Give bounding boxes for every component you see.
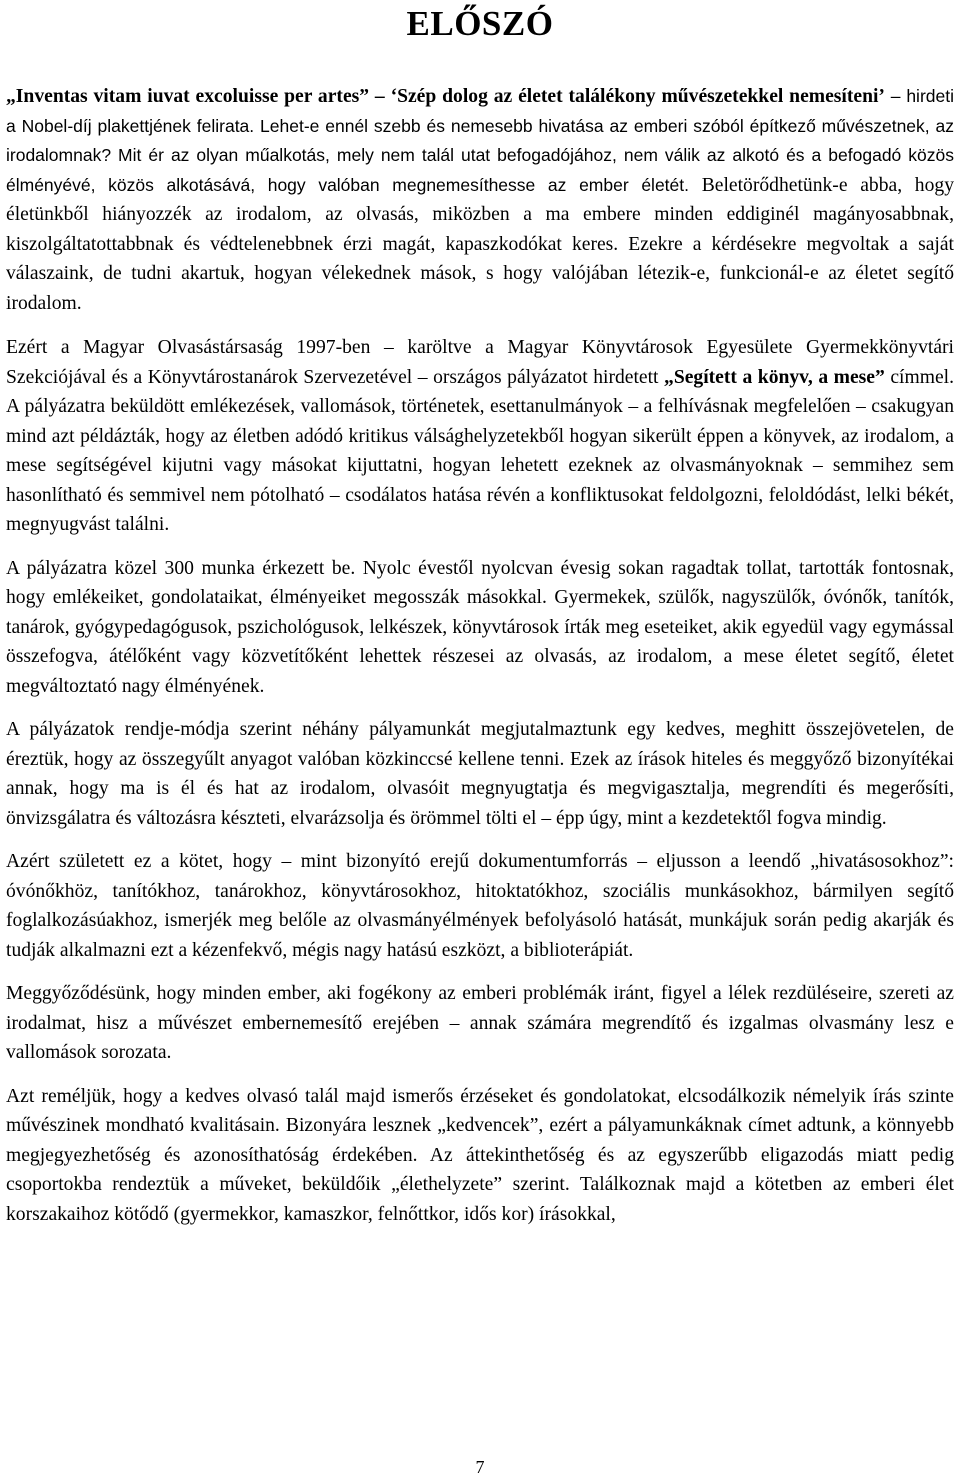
competition-title: „Segített a könyv, a mese” bbox=[664, 366, 885, 388]
paragraph-2-text-a: Ezért a Magyar Olvasástársaság 1997-ben – karöltve a Magyar Könyvtárosok Egyesülete Gyermekkönyvtári Szekciójával és a Könyvtárostanárok Szervezetével – országos pályázatot hirdetett bbox=[6, 337, 954, 388]
paragraph-4: A pályázatok rendje-módja szerint néhány pályamunkát megjutalmaztunk egy kedves, meghitt összejövetelen, de éreztük, hogy az összegyűlt anyagot valóban közkinccsé kellene tenni. Ezek az írások hiteles és meggyőző bizonyítékai annak, hogy ma is él és hat az irodalom, olvasóit megnyugtatja és megvigasztalja, megrendíti és megerősíti, önvizsgálatra és változásra készteti, elvarázsolja és örömmel tölti el – épp úgy, mint a kezdetektől fogva mindig. bbox=[6, 719, 954, 829]
paragraph-1 bbox=[6, 82, 954, 318]
paragraph-7: Azt reméljük, hogy a kedves olvasó talál majd ismerős érzéseket és gondolatokat, elcsodálkozik némelyik írás szinte művészinek mondható kvalitásain. Bizonyára lesznek „kedvencek”, ezért a pályamunkáknak címet adtunk, a könnyebb megjegyezhetőség és azonosíthatóság érdekében. Az áttekinthetőség és az egyszerűbb eligazodás miatt pedig csoportokba rendeztük a műveket, beküldőik „élethelyzete” szerint. Találkoznak majd a kötetben az emberi élet korszakaihoz kötődő (gyermekkor, kamaszkor, felnőttkor, idős kor) írásokkal, bbox=[6, 1085, 954, 1225]
nobel-motto-quote: „Inventas vitam iuvat excoluisse per artes” – ‘Szép dolog az életet találékony művészetekkel nemesíteni’ bbox=[6, 86, 885, 107]
paragraph-1-text-b: Beletörődhetünk-e abba, hogy életünkből hiányozzék az irodalom, az olvasás, miközben a ma embere minden eddiginél magányosabbnak, kiszolgáltatottabbnak és védtelenebbnek érzi magát, kapaszkodókat keres. Ezekre a kérdésekre megvoltak a saját válaszaink, de tudni akartuk, hogyan vélekednek mások, s hogy valójában létezik-e, funkcionál-e az életet segítő irodalom. bbox=[6, 174, 954, 314]
paragraph-1-text-a: – hirdeti a Nobel-díj plakettjének felirata. Lehet-e ennél szebb és nemesebb hivatása az emberi szóból építkező művészetnek, az irodalomnak? Mit ér az olyan műalkotás, mely nem talál utat befogadójához, nem válik az alkotó és a befogadó közös élményévé, közös alkotásává, hogy valóban megnemesíthesse az ember életét. bbox=[6, 86, 954, 195]
paragraph-2-text-b: címmel. A pályázatra beküldött emlékezések, vallomások, történetek, esettanulmányok – a felhívásnak megfelelően – csakugyan mind azt példázták, hogy az életben adódó kritikus válsághelyzetekből hogyan sikerült éppen a könyvek, az irodalom, a mese segítségével kijutni vagy másokat kijuttatni, hogyan lehetett ezeknek az olvasmányoknak – semmihez sem hasonlítható és semmivel nem pótolható – csodálatos hatása révén a konfliktusokat feldolgozni, feloldódást, lelki békét, megnyugvást találni. bbox=[6, 366, 954, 535]
page-number: 7 bbox=[475, 1457, 485, 1477]
page-title: ELŐSZÓ bbox=[406, 4, 554, 43]
body-text bbox=[6, 82, 954, 1243]
paragraph-5: Azért született ez a kötet, hogy – mint bizonyító erejű dokumentumforrás – eljusson a leendő „hivatásosokhoz”: óvónőkhöz, tanítókhoz, tanárokhoz, könyvtárosokhoz, hitoktatókhoz, szociális munkásokhoz, bármilyen segítő foglalkozásúakhoz, ismerjék meg belőle az olvasmányélmények befolyásoló hatását, munkájuk során pedig akarják és tudják alkalmazni ezt a kézenfekvő, mégis nagy hatású eszközt, a biblioterápiát. bbox=[6, 851, 954, 961]
paragraph-2 bbox=[6, 333, 954, 540]
paragraph-3: A pályázatra közel 300 munka érkezett be. Nyolc évestől nyolcvan évesig sokan ragadtak tollat, tartották fontosnak, hogy emlékeiket, gondolataikat, élményeiket megosszák másokkal. Gyermekek, szülők, nagyszülők, óvónők, tanítók, tanárok, gyógypedagógusok, pszichológusok, lelkészek, könyvtárosok írták meg eseteiket, akik egyedül vagy egymással összefogva, átélőként vagy közvetítőként lehettek részesei az olvasás, az irodalom, a mese életet segítő, életet megváltoztató nagy élményének. bbox=[6, 557, 954, 697]
paragraph-6: Meggyőződésünk, hogy minden ember, aki fogékony az emberi problémák iránt, figyel a lélek rezdüléseire, szereti az irodalmat, hisz a művészet embernemesítő erejében – annak számára megrendítő és izgalmas olvasmány lesz e vallomások sorozata. bbox=[6, 983, 954, 1063]
